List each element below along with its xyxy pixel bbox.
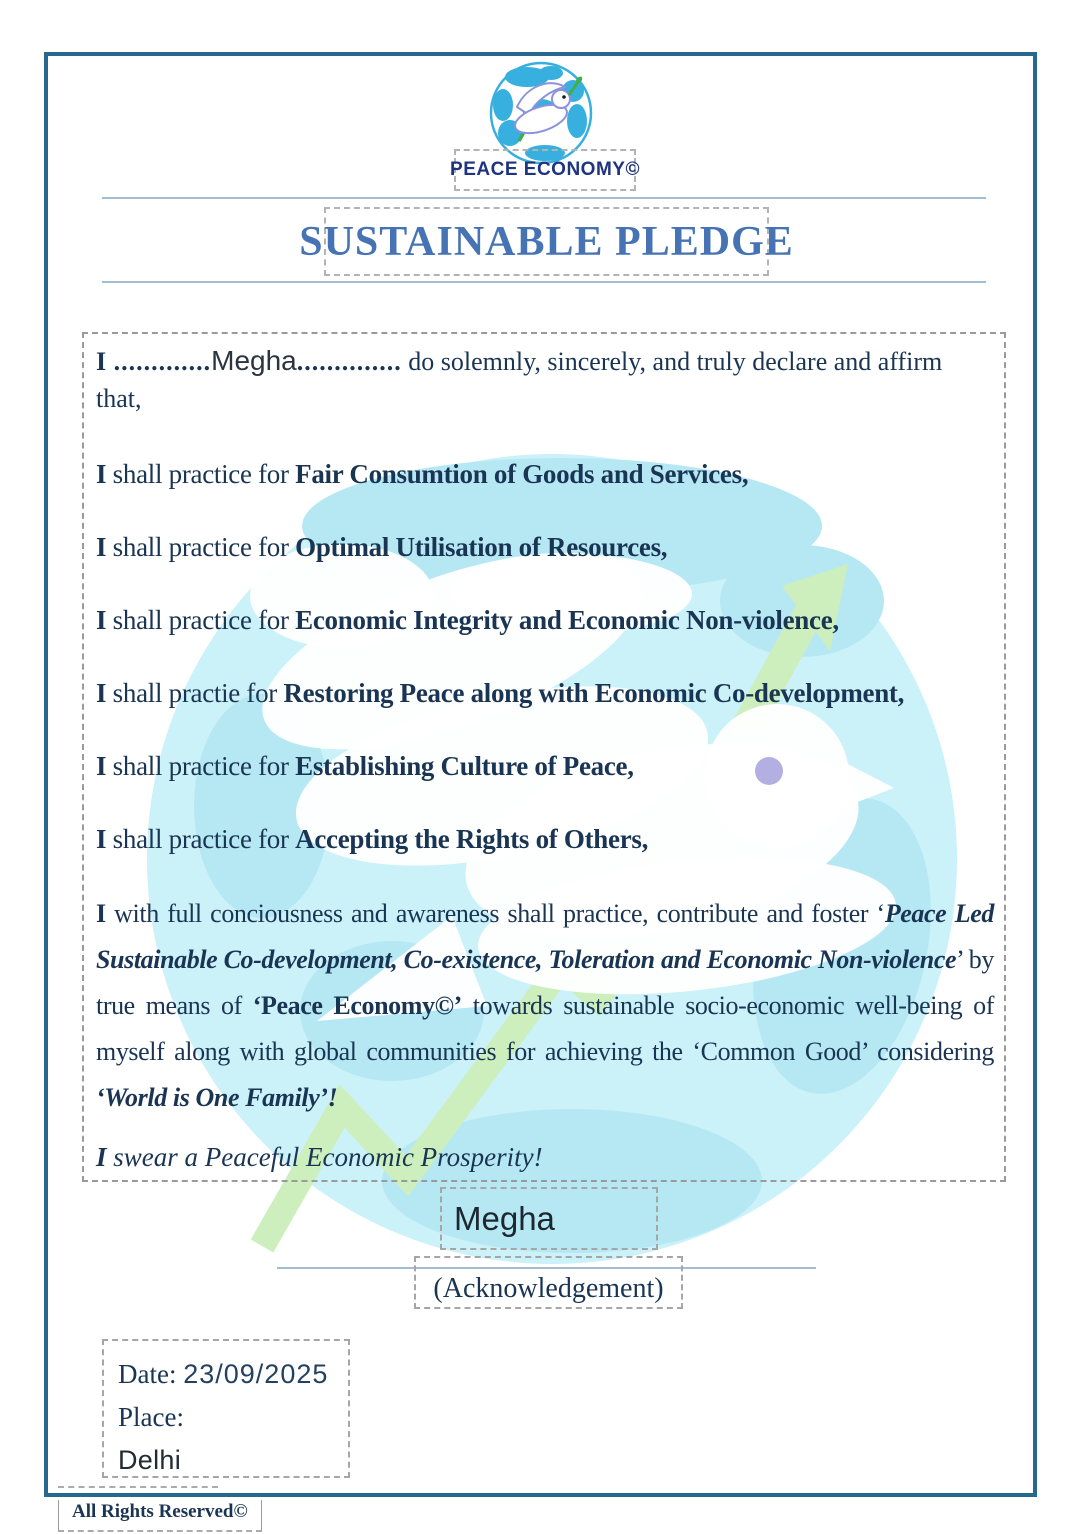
item-i: I	[96, 459, 107, 489]
pledge-body	[82, 332, 1006, 1182]
date-value-field[interactable]: 23/09/2025	[183, 1359, 329, 1389]
place-label-row	[118, 1396, 348, 1439]
title-divider-line	[102, 281, 986, 283]
item-i: I	[96, 824, 107, 854]
pledge-item	[96, 751, 994, 782]
copyright-text: All Rights Reserved©	[72, 1501, 248, 1522]
item-bold: Economic Integrity and Economic Non-violence,	[295, 605, 839, 635]
pledge-item	[96, 824, 994, 855]
item-bold: Restoring Peace along with Economic Co-development,	[283, 678, 905, 708]
pledge-item	[96, 459, 994, 490]
brand-name-box	[450, 149, 640, 191]
item-i: I	[96, 678, 107, 708]
intro-text-2: that,	[96, 384, 142, 413]
place-value-field[interactable]: Delhi	[118, 1445, 182, 1475]
item-bold: Optimal Utilisation of Resources,	[295, 532, 668, 562]
copyright-notice	[58, 1500, 262, 1532]
place-value-row	[118, 1439, 348, 1482]
brand-name: PEACE ECONOMY©	[450, 159, 640, 180]
intro-text: do solemnly, sincerely, and truly declare and affirm	[401, 347, 943, 376]
item-mid: shall practie for	[106, 678, 284, 708]
declaration-i: I	[96, 899, 106, 928]
pledge-declaration: I with full conciousness and awareness shall practice, contribute and foster ‘Peace Led Sustainable Co-development, Co-existence, Toleration and Economic Non-violence’ by true means of ‘Peace Economy©’ towards sustainable socio-economic well-being of myself along with global communities for achieving the ‘Common Good’ considering ‘World is One Family’!	[96, 899, 995, 1112]
signature-name[interactable]: Megha	[454, 1199, 555, 1237]
pledge-intro	[96, 342, 994, 417]
date-row	[118, 1353, 348, 1396]
pledge-item	[96, 605, 994, 636]
page-title: SUSTAINABLE PLEDGE	[299, 218, 794, 265]
acknowledgement-caption: (Acknowledgement)	[433, 1273, 664, 1304]
date-place-box	[102, 1339, 350, 1478]
item-bold: Accepting the Rights of Others,	[295, 824, 649, 854]
item-i: I	[96, 532, 107, 562]
place-label: Place:	[118, 1402, 184, 1432]
date-label: Date:	[118, 1359, 177, 1389]
copyright-dash-decoration	[58, 1486, 218, 1488]
item-mid: shall practice for	[106, 459, 296, 489]
item-bold: Establishing Culture of Peace,	[295, 751, 634, 781]
pledge-item	[96, 532, 994, 563]
acknowledgement-box	[414, 1256, 683, 1309]
dotted-leader: ..............	[296, 347, 402, 376]
item-bold: Fair Consumtion of Goods and Services,	[295, 459, 749, 489]
pledge-swear-line: I swear a Peaceful Economic Prosperity!	[96, 1142, 543, 1172]
item-i: I	[96, 605, 107, 635]
pledger-name-field[interactable]: Megha	[211, 345, 297, 376]
item-mid: shall practice for	[106, 532, 296, 562]
item-mid: shall practice for	[106, 605, 296, 635]
dotted-leader: .............	[106, 347, 212, 376]
item-mid: shall practice for	[106, 824, 296, 854]
signature-name-field[interactable]	[440, 1187, 658, 1250]
intro-i: I	[96, 347, 107, 376]
item-mid: shall practice for	[106, 751, 296, 781]
item-i: I	[96, 751, 107, 781]
pledge-item	[96, 678, 994, 709]
document-frame	[44, 52, 1037, 1497]
title-box	[299, 207, 794, 276]
header-divider-line	[102, 197, 986, 199]
